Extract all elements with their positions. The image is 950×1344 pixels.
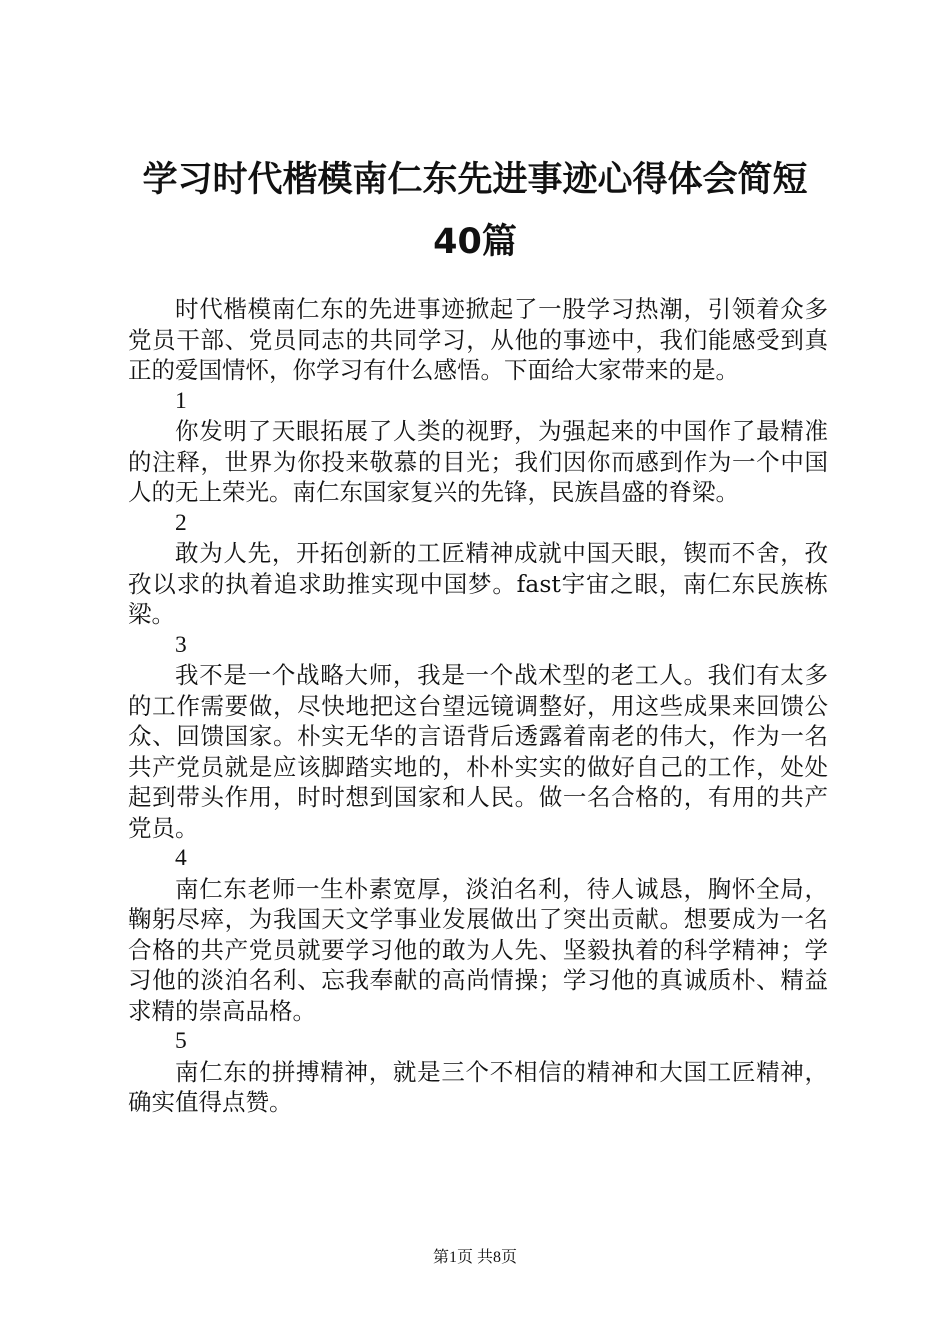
intro-paragraph: 时代楷模南仁东的先进事迹掀起了一股学习热潮，引领着众多党员干部、党员同志的共同学习，从他的事迹中，我们能感受到真正的爱国情怀，你学习有什么感悟。下面给大家带来的是。 (128, 295, 828, 384)
section-number-1: 1 (175, 387, 187, 414)
section-paragraph-5: 南仁东的拼搏精神，就是三个不相信的精神和大国工匠精神，确实值得点赞。 (128, 1057, 828, 1116)
section-number-5: 5 (175, 1028, 187, 1054)
document-title-line1: 学习时代楷模南仁东先进事迹心得体会简短 (142, 160, 808, 200)
section-number-4: 4 (175, 845, 187, 871)
document-title-line2: 40篇 (433, 222, 517, 262)
document-body (128, 294, 828, 1118)
page-footer: 第1页 共8页 (432, 1249, 517, 1266)
section-number-2: 2 (175, 509, 187, 536)
section-paragraph-1: 你发明了天眼拓展了人类的视野，为强起来的中国作了最精准的注释，世界为你投来敬慕的目光；我们因你而感到作为一个中国人的无上荣光。南仁东国家复兴的先锋，民族昌盛的脊梁。 (128, 417, 828, 506)
section-number-3: 3 (175, 631, 187, 658)
section-paragraph-3: 我不是一个战略大师，我是一个战术型的老工人。我们有太多的工作需要做，尽快地把这台望远镜调整好，用这些成果来回馈公众、回馈国家。朴实无华的言语背后透露着南老的伟大，作为一名共产党员就是应该脚踏实地的，朴朴实实的做好自己的工作，处处起到带头作用，时时想到国家和人民。做一名合格的，有用的共产党员。 (128, 661, 828, 842)
section-paragraph-2: 敢为人先，开拓创新的工匠精神成就中国天眼，锲而不舍，孜孜以求的执着追求助推实现中国梦。fast宇宙之眼，南仁东民族栋梁。 (128, 539, 828, 628)
section-paragraph-4: 南仁东老师一生朴素宽厚，淡泊名利，待人诚恳，胸怀全局，鞠躬尽瘁，为我国天文学事业发展做出了突出贡献。想要成为一名合格的共产党员就要学习他的敢为人先、坚毅执着的科学精神；学习他的淡泊名利、忘我奉献的高尚情操；学习他的真诚质朴、精益求精的崇高品格。 (128, 874, 828, 1025)
